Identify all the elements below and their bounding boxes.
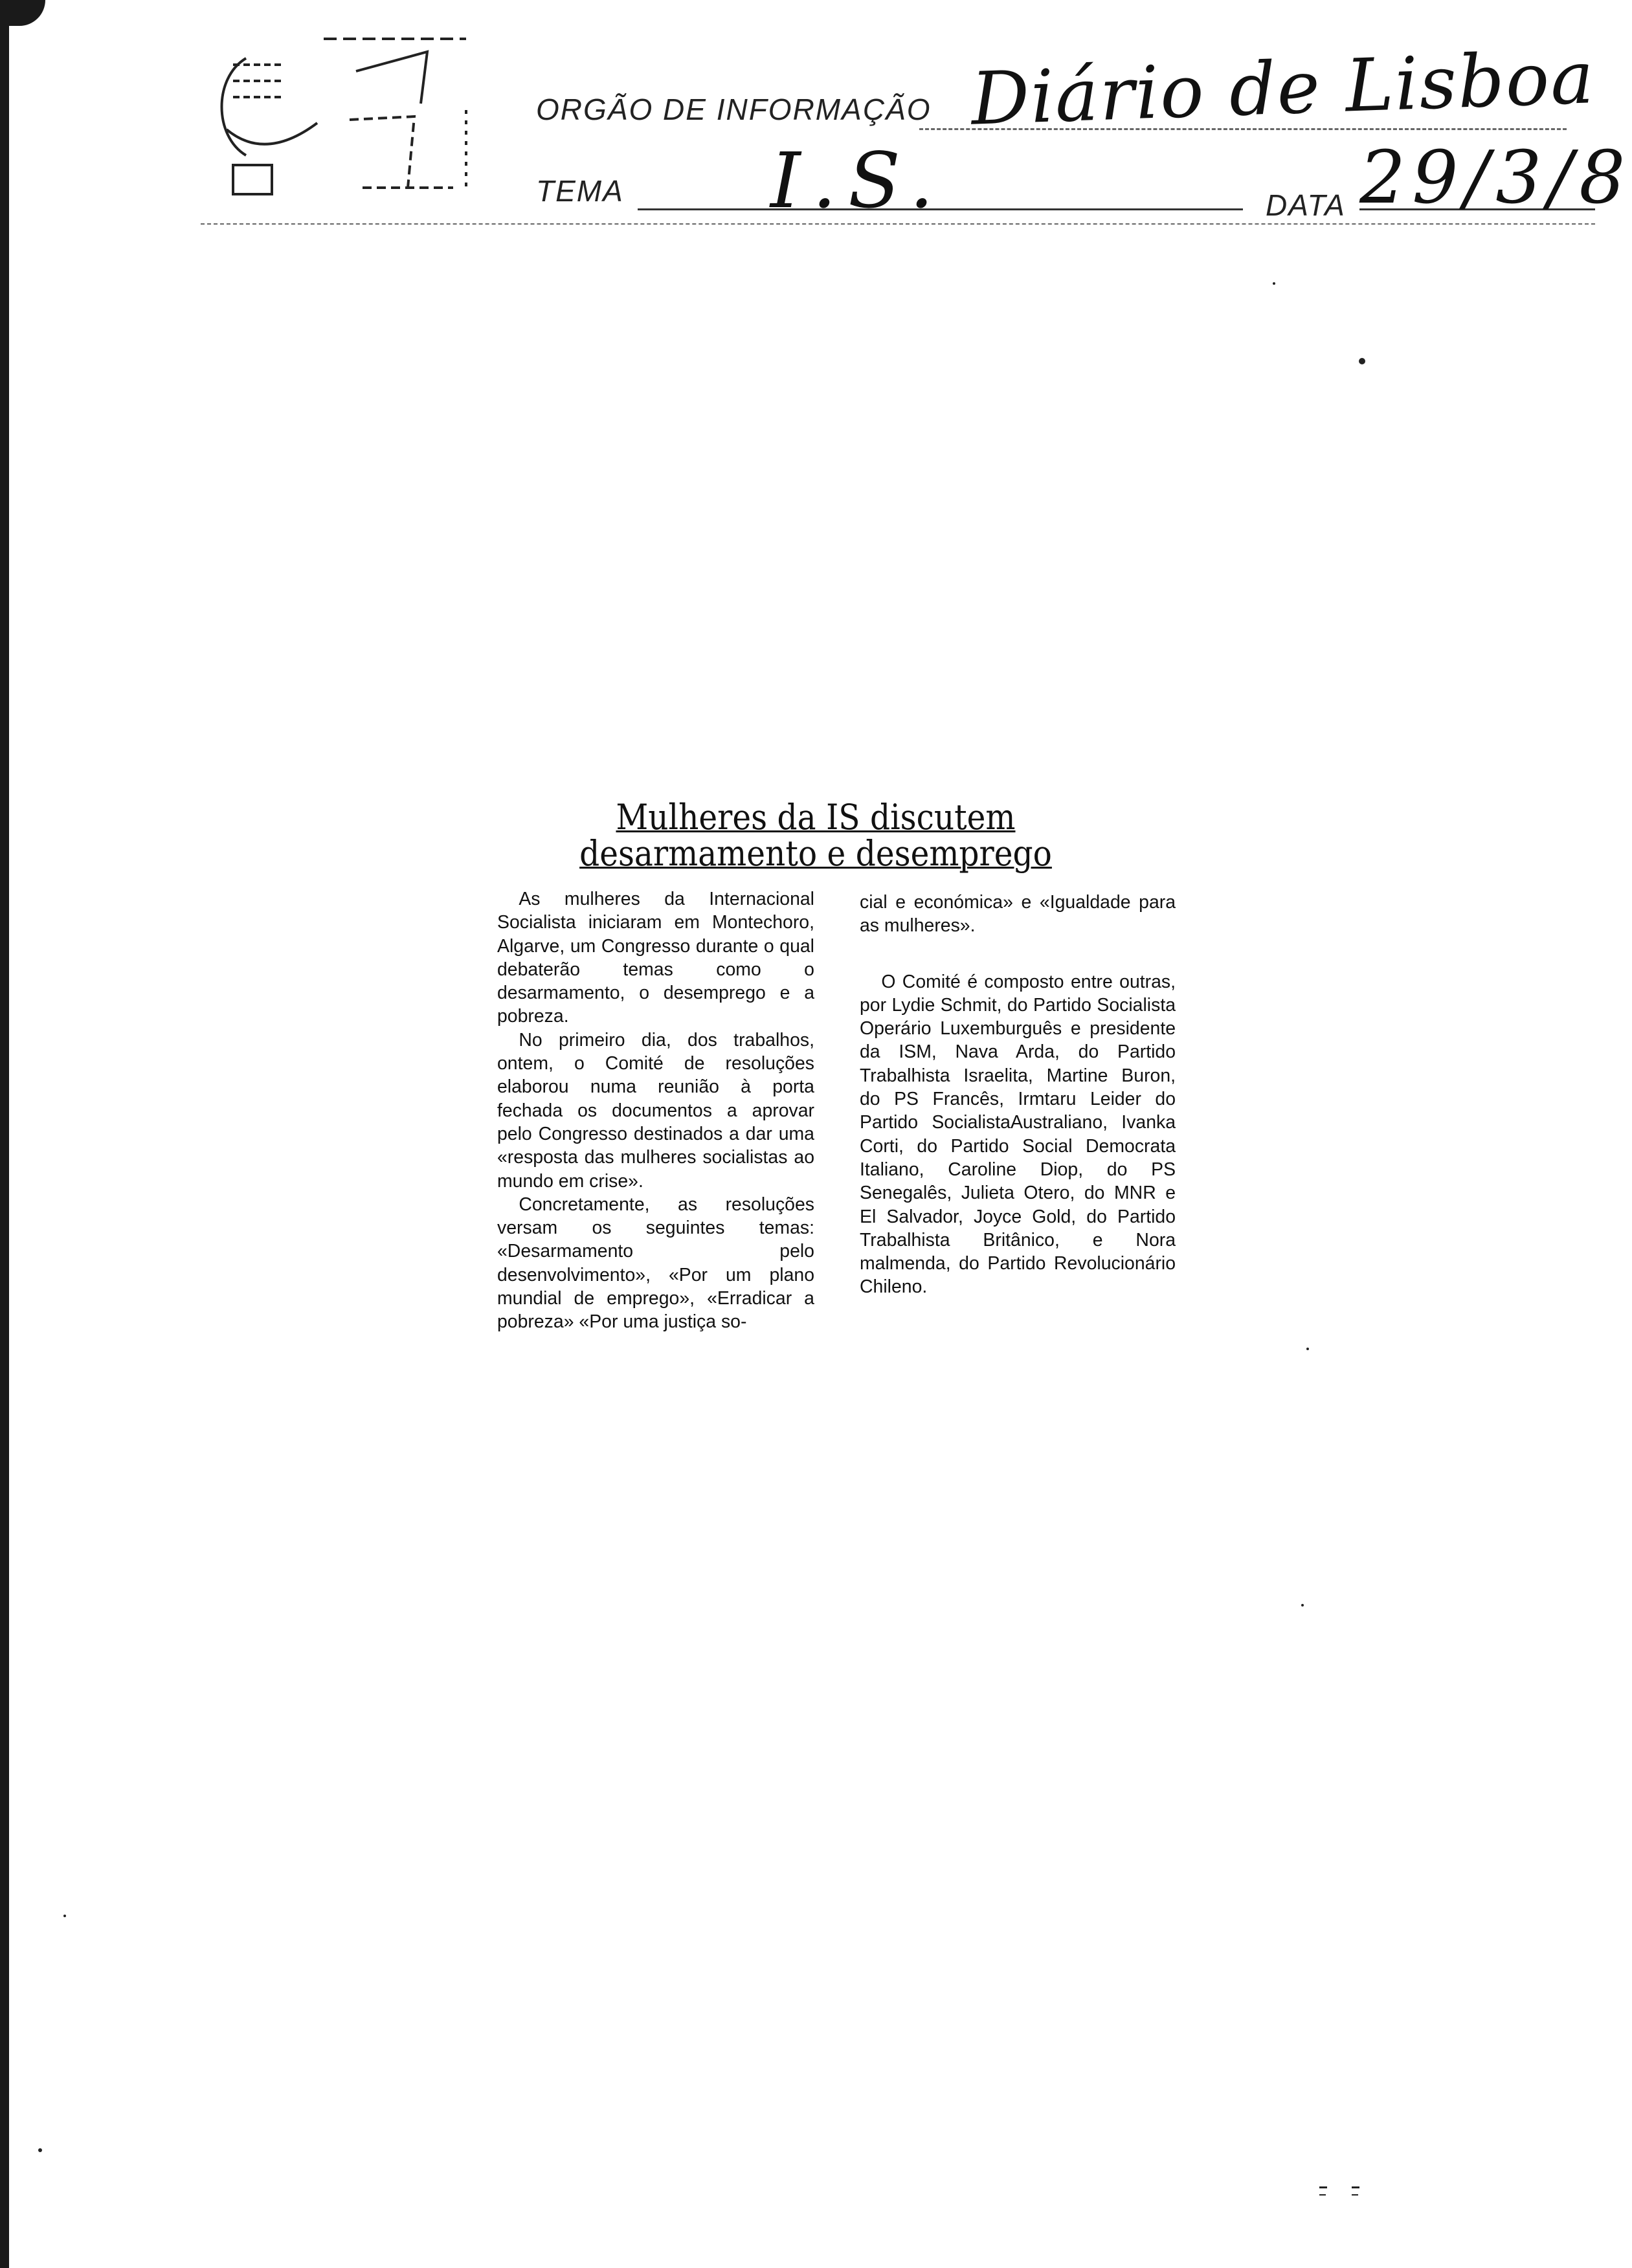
tema-label: TEMA (536, 174, 624, 208)
tema-value-handwritten: I.S. (770, 136, 946, 225)
article-paragraph: Concretamente, as resoluções versam os seguintes temas: «Desarmamento pelo desenvolvimento», «Por um plano mundial de emprego», «Erradicar a pobreza» «Por uma justiça so- (497, 1194, 814, 1333)
data-label: DATA (1266, 188, 1346, 222)
headline-line-2: desarmamento e desemprego (579, 833, 1052, 874)
orgao-label: ORGÃO DE INFORMAÇÃO (536, 93, 932, 126)
article-paragraph: No primeiro dia, dos trabalhos, ontem, o Comité de resoluções elaborou numa reunião à porta fechada os documentos a aprovar pelo Congresso destinados a dar uma «resposta das mulheres socialistas ao mundo em crise». (497, 1029, 814, 1192)
headline-line-1: Mulheres da IS discutem (616, 797, 1016, 838)
article-paragraph-continued: cial e económica» e «Igualdade para as mulheres». (860, 892, 1176, 937)
article-paragraph: O Comité é composto entre outras, por Lydie Schmit, do Partido Socialista Operário Luxemburguês e presidente da ISM, Nava Arda, do Partido Trabalhista Israelita, Martine Buron, do PS Francês, Irmtaru Leider do Partido SocialistaAustraliano, Ivanka Corti, do Partido Social Democrata Italiano, Caroline Diop, do PS Senegalês, Julieta Otero, do MNR e El Salvador, Joyce Gold, do Partido Trabalhista Britânico, e Nora malmenda, do Partido Revolucionário Chileno. (860, 971, 1176, 1298)
article-paragraph: As mulheres da Internacional Socialista iniciaram em Montechoro, Algarve, um Congresso durante o qual debaterão temas como o desarmamento, o desemprego e a pobreza. (497, 889, 814, 1027)
data-value-handwritten: 29/3/8 (1359, 136, 1632, 220)
orgao-value-handwritten: Diário de Lisboa (970, 36, 1596, 142)
